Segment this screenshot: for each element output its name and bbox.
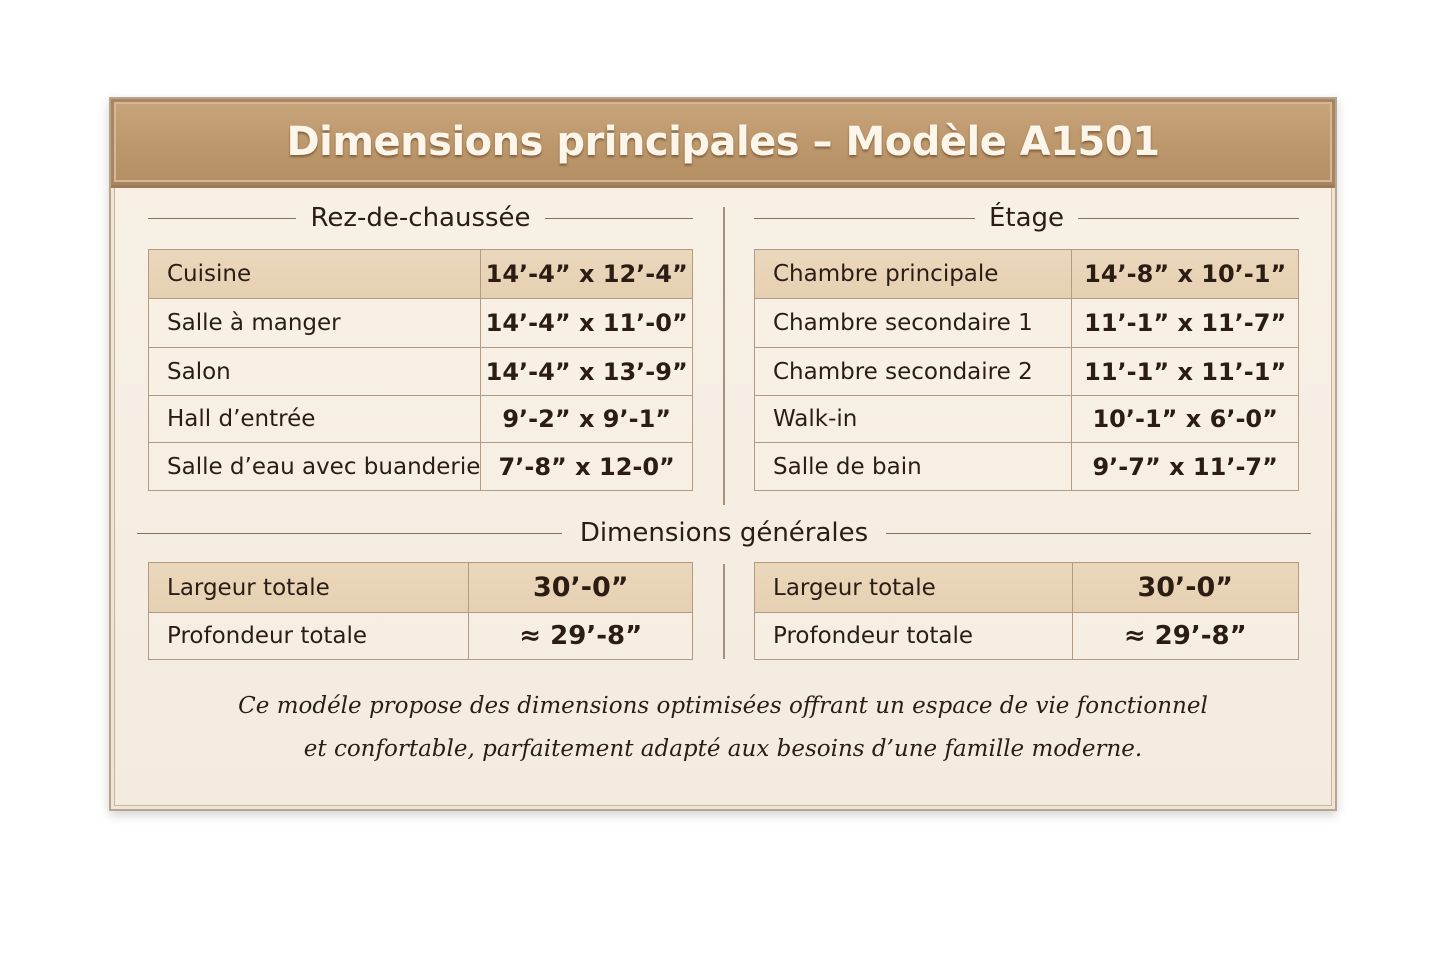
table-row — [149, 396, 693, 443]
general-dimensions-table-left — [148, 562, 693, 660]
footnote-line-1: Ce modéle propose des dimensions optimisées offrant un espace de vie fonctionnel — [238, 693, 1208, 719]
upper-floor-heading — [754, 203, 1299, 233]
ground-floor-heading-label: Rez-de-chaussée — [310, 203, 531, 233]
room-dimensions: 14’-4” x 13’-9” — [481, 348, 693, 396]
room-name: Walk-in — [755, 396, 1072, 443]
room-name: Chambre principale — [755, 250, 1072, 299]
heading-rule-right — [1078, 218, 1299, 219]
dimension-label: Largeur totale — [755, 563, 1073, 613]
heading-rule-left — [754, 218, 975, 219]
room-name: Salle d’eau avec buanderie — [149, 443, 481, 491]
table-row — [755, 348, 1299, 396]
ground-floor-table — [148, 249, 693, 491]
room-name: Chambre secondaire 1 — [755, 299, 1072, 348]
table-row — [149, 563, 693, 613]
room-dimensions: 14’-8” x 10’-1” — [1072, 250, 1299, 299]
page-title: Dimensions principales – Modèle A1501 — [286, 119, 1160, 165]
table-row — [755, 613, 1299, 660]
room-dimensions: 14’-4” x 11’-0” — [481, 299, 693, 348]
general-dimensions-heading-label: Dimensions générales — [579, 518, 869, 548]
room-name: Salle à manger — [149, 299, 481, 348]
table-row — [755, 299, 1299, 348]
room-name: Salle de bain — [755, 443, 1072, 491]
column-divider-top — [723, 207, 725, 505]
table-row — [149, 613, 693, 660]
room-dimensions: 9’-2” x 9’-1” — [481, 396, 693, 443]
dimension-label: Largeur totale — [149, 563, 469, 613]
table-row — [149, 250, 693, 299]
dimension-value: 30’-0” — [1072, 563, 1299, 613]
room-name: Chambre secondaire 2 — [755, 348, 1072, 396]
upper-floor-table — [754, 249, 1299, 491]
room-dimensions: 10’-1” x 6’-0” — [1072, 396, 1299, 443]
upper-floor-heading-label: Étage — [988, 203, 1065, 233]
heading-rule-left — [137, 533, 562, 534]
room-dimensions: 9’-7” x 11’-7” — [1072, 443, 1299, 491]
heading-rule-right — [545, 218, 693, 219]
dimension-label: Profondeur totale — [149, 613, 469, 660]
room-dimensions: 14’-4” x 12’-4” — [481, 250, 693, 299]
room-name: Hall d’entrée — [149, 396, 481, 443]
table-row — [149, 299, 693, 348]
table-row — [149, 348, 693, 396]
room-name: Salon — [149, 348, 481, 396]
table-row — [149, 443, 693, 491]
room-name: Cuisine — [149, 250, 481, 299]
table-row — [755, 250, 1299, 299]
room-dimensions: 11’-1” x 11’-7” — [1072, 299, 1299, 348]
dimension-label: Profondeur totale — [755, 613, 1073, 660]
dimension-value: ≈ 29’-8” — [1072, 613, 1299, 660]
column-divider-bottom — [723, 564, 725, 659]
description-footnote — [111, 685, 1335, 771]
table-row — [755, 396, 1299, 443]
general-dimensions-heading — [137, 518, 1311, 548]
general-dimensions-table-right — [754, 562, 1299, 660]
room-dimensions: 7’-8” x 12-0” — [481, 443, 693, 491]
dimensions-card — [109, 97, 1337, 811]
dimension-value: 30’-0” — [469, 563, 693, 613]
table-row — [755, 443, 1299, 491]
heading-rule-right — [886, 533, 1311, 534]
title-banner — [111, 99, 1335, 188]
footnote-line-2: et confortable, parfaitement adapté aux besoins d’une famille moderne. — [303, 736, 1143, 762]
room-dimensions: 11’-1” x 11’-1” — [1072, 348, 1299, 396]
dimension-value: ≈ 29’-8” — [469, 613, 693, 660]
heading-rule-left — [148, 218, 296, 219]
table-row — [755, 563, 1299, 613]
ground-floor-heading — [148, 203, 693, 233]
